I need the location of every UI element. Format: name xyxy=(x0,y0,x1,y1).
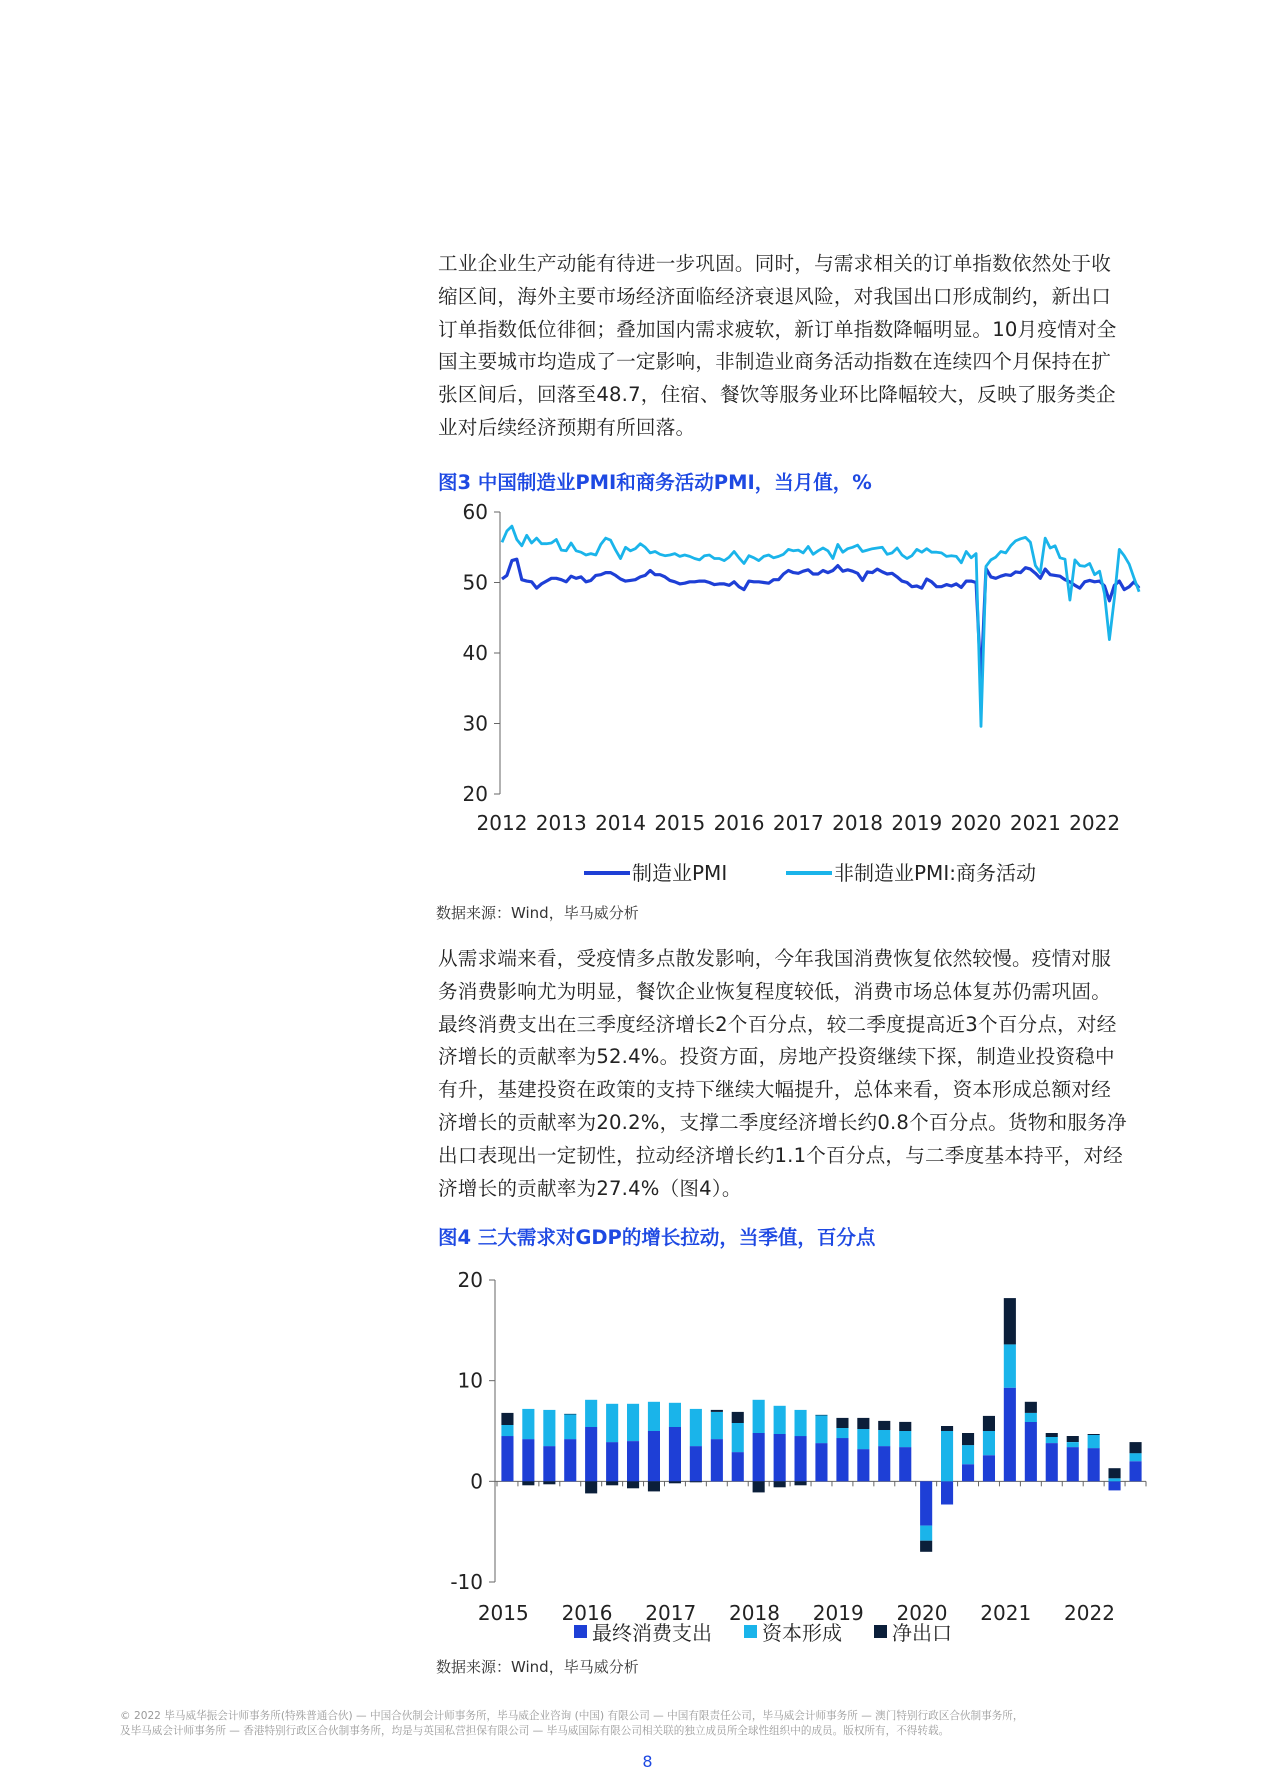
consumption-bar-segment xyxy=(1004,1388,1016,1482)
legend-swatch xyxy=(744,1625,757,1638)
y-tick-label: 10 xyxy=(457,1368,483,1393)
capital-bar-segment xyxy=(648,1402,660,1431)
netexport-bar-segment xyxy=(669,1481,681,1483)
consumption-bar-segment xyxy=(606,1442,618,1481)
consumption-bar-segment xyxy=(690,1446,702,1481)
x-tick-label: 2020 xyxy=(896,1601,948,1625)
consumption-bar-segment xyxy=(564,1439,576,1481)
legend-label: 制造业PMI xyxy=(632,861,728,885)
paragraph-line: 张区间后，回落至48.7，住宿、餐饮等服务业环比降幅较大，反映了服务类企 xyxy=(438,383,1116,407)
x-tick-label: 2012 xyxy=(476,811,528,835)
manufacturing-pmi-line xyxy=(502,559,1139,683)
netexport-bar-segment xyxy=(1067,1436,1079,1442)
netexport-bar-segment xyxy=(962,1433,974,1445)
netexport-bar-segment xyxy=(690,1481,702,1482)
paragraph-line: 缩区间，海外主要市场经济面临经济衰退风险，对我国出口形成制约，新出口 xyxy=(438,284,1111,308)
capital-bar-segment xyxy=(1046,1437,1058,1443)
capital-bar-segment xyxy=(564,1414,576,1439)
x-tick-label: 2022 xyxy=(1064,1601,1115,1625)
x-tick-label: 2016 xyxy=(713,811,765,835)
consumption-bar-segment xyxy=(962,1464,974,1481)
x-tick-label: 2013 xyxy=(535,811,587,835)
capital-bar-segment xyxy=(1088,1435,1100,1448)
netexport-bar-segment xyxy=(878,1421,890,1430)
y-tick-label: 0 xyxy=(470,1469,483,1494)
capital-bar-segment xyxy=(669,1403,681,1427)
capital-bar-segment xyxy=(1004,1344,1016,1387)
netexport-bar-segment xyxy=(606,1481,618,1485)
nonmanufacturing-pmi-line xyxy=(502,526,1139,726)
netexport-bar-segment xyxy=(564,1414,576,1415)
capital-bar-segment xyxy=(1067,1442,1079,1447)
capital-bar-segment xyxy=(983,1431,995,1455)
consumption-bar-segment xyxy=(878,1446,890,1481)
consumption-bar-segment xyxy=(899,1447,911,1481)
legend-label: 非制造业PMI:商务活动 xyxy=(834,861,1036,885)
capital-bar-segment xyxy=(606,1404,618,1442)
y-tick-label: 60 xyxy=(462,500,488,524)
y-tick-label: 40 xyxy=(462,641,488,665)
y-tick-label: 30 xyxy=(462,711,488,736)
capital-bar-segment xyxy=(941,1431,953,1481)
netexport-bar-segment xyxy=(1004,1298,1016,1344)
capital-bar-segment xyxy=(627,1404,639,1441)
consumption-bar-segment xyxy=(774,1434,786,1481)
x-tick-label: 2022 xyxy=(1069,811,1121,835)
consumption-bar-segment xyxy=(941,1481,953,1504)
netexport-bar-segment xyxy=(1025,1402,1037,1413)
legend-label: 净出口 xyxy=(892,1621,952,1645)
netexport-bar-segment xyxy=(836,1418,848,1428)
paragraph-line: 工业企业生产动能有待进一步巩固。同时，与需求相关的订单指数依然处于收 xyxy=(438,252,1111,275)
netexport-bar-segment xyxy=(522,1481,534,1485)
gdp-contribution-bar-chart xyxy=(430,1260,1160,1650)
capital-bar-segment xyxy=(836,1428,848,1438)
netexport-bar-segment xyxy=(941,1426,953,1431)
consumption-bar-segment xyxy=(795,1436,807,1481)
consumption-bar-segment xyxy=(1130,1461,1142,1481)
x-tick-label: 2014 xyxy=(595,811,646,835)
capital-bar-segment xyxy=(899,1431,911,1447)
consumption-bar-segment xyxy=(648,1431,660,1481)
netexport-bar-segment xyxy=(1109,1468,1121,1478)
netexport-bar-segment xyxy=(815,1415,827,1416)
y-tick-label: 50 xyxy=(462,570,488,595)
copyright-footer xyxy=(120,1709,1170,1739)
figure-3-title: 图3 中国制造业PMI和商务活动PMI，当月值，% xyxy=(438,471,872,494)
consumption-bar-segment xyxy=(543,1446,555,1481)
consumption-bar-segment xyxy=(1046,1443,1058,1481)
consumption-bar-segment xyxy=(1088,1448,1100,1481)
y-tick-label: -10 xyxy=(450,1570,483,1594)
netexport-bar-segment xyxy=(983,1416,995,1431)
netexport-bar-segment xyxy=(753,1481,765,1492)
consumption-bar-segment xyxy=(836,1438,848,1481)
netexport-bar-segment xyxy=(648,1481,660,1491)
capital-bar-segment xyxy=(920,1526,932,1541)
consumption-bar-segment xyxy=(627,1441,639,1481)
consumption-bar-segment xyxy=(522,1439,534,1481)
figure-3-source: 数据来源：Wind，毕马威分析 xyxy=(436,904,639,922)
figure-4-source: 数据来源：Wind，毕马威分析 xyxy=(436,1658,639,1676)
netexport-bar-segment xyxy=(774,1481,786,1487)
netexport-bar-segment xyxy=(732,1412,744,1423)
capital-bar-segment xyxy=(753,1400,765,1433)
consumption-bar-segment xyxy=(1067,1447,1079,1481)
capital-bar-segment xyxy=(732,1423,744,1452)
capital-bar-segment xyxy=(522,1409,534,1439)
capital-bar-segment xyxy=(1109,1478,1121,1481)
paragraph-line: 最终消费支出在三季度经济增长2个百分点，较二季度提高近3个百分点，对经 xyxy=(438,1012,1117,1036)
footer-line: © 2022 毕马威华振会计师事务所(特殊普通合伙) — 中国合伙制会计师事务所，毕马威企业咨询 (中国) 有限公司 — 中国有限责任公司，毕马威会计师事务所 — 澳门特别行政区合伙制事务所， xyxy=(120,1710,1024,1722)
paragraph-line: 济增长的贡献率为52.4%。投资方面，房地产投资继续下探，制造业投资稳中 xyxy=(438,1045,1115,1069)
netexport-bar-segment xyxy=(920,1541,932,1552)
paragraph-line: 出口表现出一定韧性，拉动经济增长约1.1个百分点，与二季度基本持平，对经 xyxy=(438,1143,1123,1167)
consumption-bar-segment xyxy=(920,1481,932,1525)
consumption-bar-segment xyxy=(1109,1481,1121,1490)
netexport-bar-segment xyxy=(795,1481,807,1485)
netexport-bar-segment xyxy=(501,1413,513,1425)
footer-line: 及毕马威会计师事务所 — 香港特别行政区合伙制事务所，均是与英国私营担保有限公司 — 毕马威国际有限公司相关联的独立成员所全球性组织中的成员。版权所有，不得转载。 xyxy=(120,1725,950,1737)
capital-bar-segment xyxy=(795,1410,807,1436)
netexport-bar-segment xyxy=(1046,1433,1058,1437)
netexport-bar-segment xyxy=(711,1410,723,1412)
x-tick-label: 2018 xyxy=(832,811,884,835)
x-tick-label: 2021 xyxy=(980,1601,1032,1625)
paragraph-line: 业对后续经济预期有所回落。 xyxy=(438,415,696,439)
netexport-bar-segment xyxy=(1088,1434,1100,1435)
paragraph-2 xyxy=(438,943,1173,1205)
page-number: 8 xyxy=(642,1752,653,1771)
capital-bar-segment xyxy=(690,1409,702,1446)
capital-bar-segment xyxy=(857,1429,869,1449)
netexport-bar-segment xyxy=(627,1481,639,1488)
consumption-bar-segment xyxy=(857,1449,869,1481)
capital-bar-segment xyxy=(711,1412,723,1439)
consumption-bar-segment xyxy=(669,1427,681,1481)
consumption-bar-segment xyxy=(711,1439,723,1481)
paragraph-line: 有升，基建投资在政策的支持下继续大幅提升，总体来看，资本形成总额对经 xyxy=(438,1078,1111,1102)
consumption-bar-segment xyxy=(501,1436,513,1481)
capital-bar-segment xyxy=(1130,1453,1142,1461)
x-tick-label: 2017 xyxy=(645,1601,697,1625)
figure-4-title: 图4 三大需求对GDP的增长拉动，当季值，百分点 xyxy=(438,1226,876,1249)
capital-bar-segment xyxy=(585,1400,597,1427)
consumption-bar-segment xyxy=(1025,1422,1037,1481)
consumption-bar-segment xyxy=(815,1443,827,1481)
x-tick-label: 2016 xyxy=(561,1601,613,1625)
capital-bar-segment xyxy=(543,1410,555,1446)
capital-bar-segment xyxy=(774,1406,786,1434)
legend-swatch xyxy=(874,1625,887,1638)
capital-bar-segment xyxy=(815,1415,827,1443)
paragraph-line: 济增长的贡献率为27.4%（图4）。 xyxy=(438,1176,742,1200)
consumption-bar-segment xyxy=(983,1455,995,1481)
paragraph-line: 济增长的贡献率为20.2%，支撑二季度经济增长约0.8个百分点。货物和服务净 xyxy=(438,1110,1127,1134)
capital-bar-segment xyxy=(962,1445,974,1464)
x-tick-label: 2021 xyxy=(1009,811,1061,835)
netexport-bar-segment xyxy=(543,1481,555,1484)
paragraph-line: 务消费影响尤为明显，餐饮企业恢复程度较低，消费市场总体复苏仍需巩固。 xyxy=(438,979,1111,1003)
y-tick-label: 20 xyxy=(457,1268,483,1292)
x-tick-label: 2019 xyxy=(812,1601,864,1625)
x-tick-label: 2015 xyxy=(477,1601,529,1625)
x-tick-label: 2019 xyxy=(891,811,943,835)
consumption-bar-segment xyxy=(585,1427,597,1481)
consumption-bar-segment xyxy=(732,1452,744,1481)
x-tick-label: 2015 xyxy=(654,811,706,835)
paragraph-1 xyxy=(438,248,1173,445)
netexport-bar-segment xyxy=(899,1422,911,1431)
x-tick-label: 2018 xyxy=(729,1601,780,1625)
x-tick-label: 2020 xyxy=(950,811,1002,835)
legend-label: 资本形成 xyxy=(762,1621,842,1645)
pmi-line-chart xyxy=(430,500,1160,900)
legend-swatch xyxy=(574,1625,587,1638)
capital-bar-segment xyxy=(878,1430,890,1446)
paragraph-line: 从需求端来看，受疫情多点散发影响，今年我国消费恢复依然较慢。疫情对服 xyxy=(438,947,1111,970)
legend-label: 最终消费支出 xyxy=(592,1621,712,1645)
paragraph-line: 国主要城市均造成了一定影响，非制造业商务活动指数在连续四个月保持在扩 xyxy=(438,350,1111,374)
netexport-bar-segment xyxy=(585,1481,597,1493)
y-tick-label: 20 xyxy=(462,782,488,806)
capital-bar-segment xyxy=(1025,1413,1037,1422)
netexport-bar-segment xyxy=(1130,1442,1142,1453)
consumption-bar-segment xyxy=(753,1433,765,1481)
x-tick-label: 2017 xyxy=(772,811,824,835)
netexport-bar-segment xyxy=(857,1418,869,1429)
capital-bar-segment xyxy=(501,1425,513,1436)
paragraph-line: 订单指数低位徘徊；叠加国内需求疲软，新订单指数降幅明显。10月疫情对全 xyxy=(438,317,1117,341)
